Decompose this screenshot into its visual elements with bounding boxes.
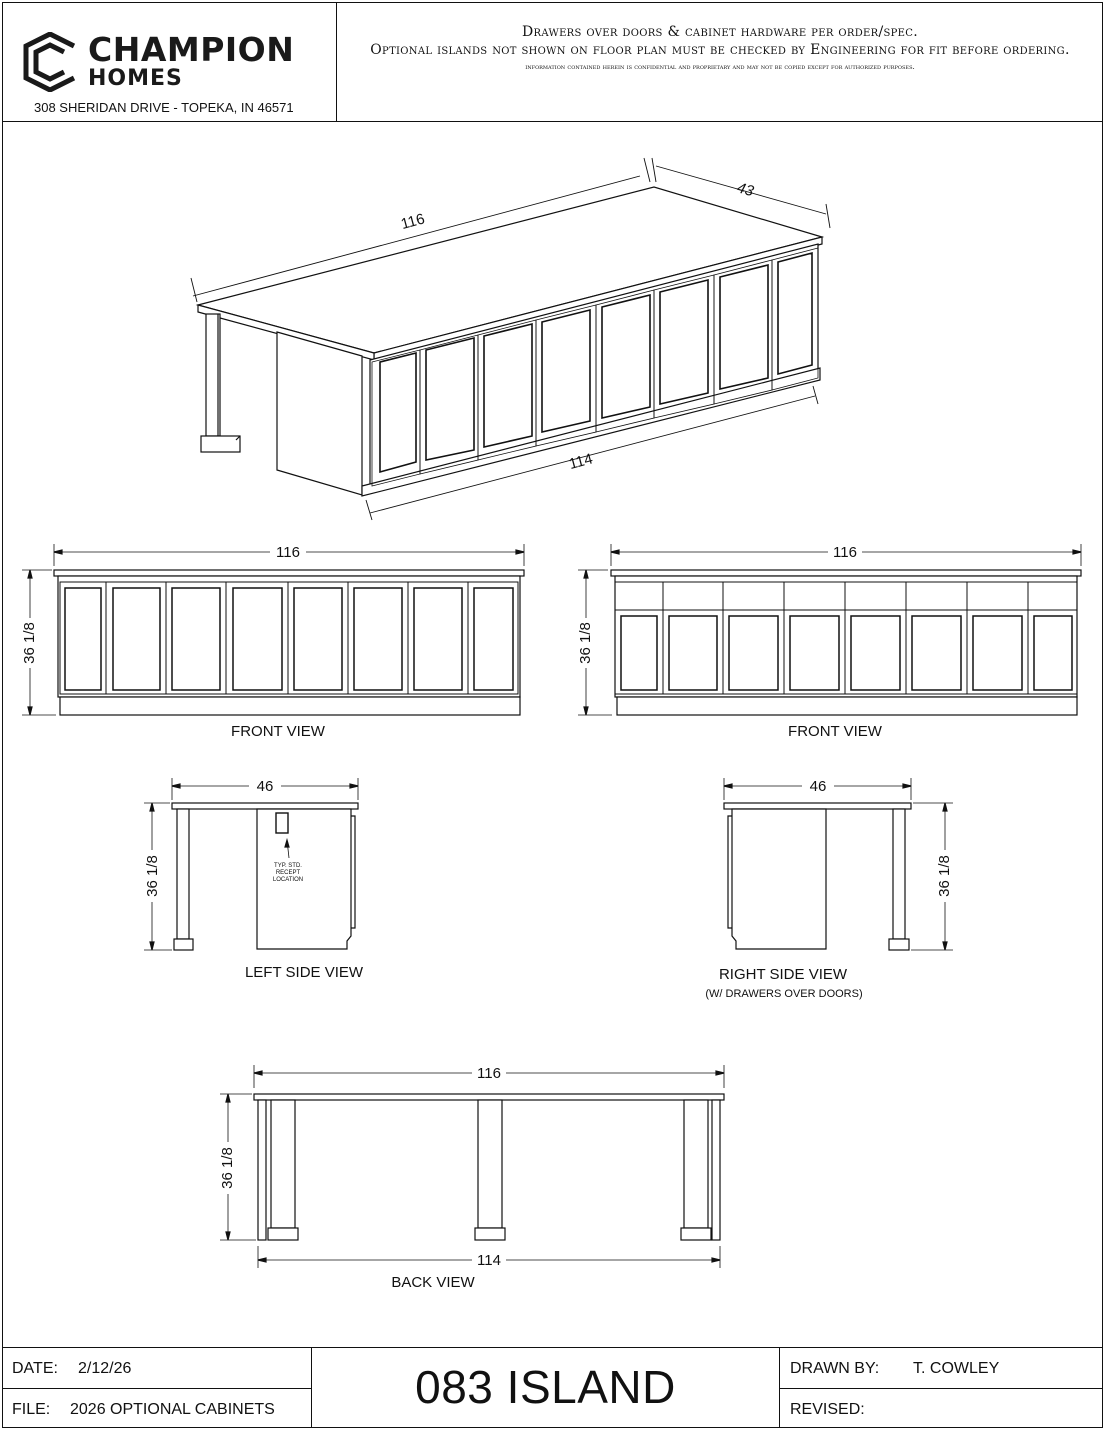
brand-subtitle: HOMES	[88, 66, 183, 91]
right-side-sublabel: (W/ DRAWERS OVER DOORS)	[705, 988, 863, 1000]
revised-label: REVISED:	[790, 1401, 865, 1418]
front-left-dim-width: 116	[276, 544, 300, 561]
right-side-view	[724, 778, 953, 950]
right-side-dim-height: 36 1/8	[936, 855, 953, 897]
receptacle-note-line1: TYP. STD.	[274, 863, 302, 869]
file-label: FILE:	[12, 1401, 51, 1418]
title-block-drawn-by	[780, 1347, 1103, 1389]
right-side-dim-width: 46	[809, 778, 827, 795]
receptacle-note-line2: RECEPT	[275, 870, 301, 876]
front-view-left	[22, 544, 524, 715]
title-block-file	[2, 1389, 312, 1428]
left-side-dim-height: 36 1/8	[144, 855, 161, 897]
note-engineering: Optional islands not shown on floor plan must be checked by Engineering for fit before ordering.	[370, 42, 1070, 58]
note-confidential: information contained herein is confidential and proprietary and may not be copied except for authorized purposes.	[525, 63, 915, 71]
title-block-revised	[780, 1389, 1103, 1428]
drawn-by-label: DRAWN BY:	[790, 1360, 880, 1377]
back-view-label: BACK VIEW	[391, 1274, 475, 1291]
front-right-dim-height: 36 1/8	[577, 622, 594, 664]
front-right-dim-width: 116	[833, 544, 857, 561]
title-block-title	[312, 1347, 780, 1428]
receptacle-note-line3: LOCATION	[272, 877, 304, 883]
left-side-view	[144, 778, 358, 950]
note-drawers: Drawers over doors & cabinet hardware per order/spec.	[522, 24, 918, 40]
isometric-view	[191, 158, 830, 520]
left-side-label: LEFT SIDE VIEW	[244, 964, 364, 981]
right-side-label: RIGHT SIDE VIEW	[718, 966, 848, 983]
back-dim-width: 116	[477, 1065, 501, 1082]
title-block-date	[2, 1347, 312, 1389]
file-value: 2026 OPTIONAL CABINETS	[70, 1401, 275, 1418]
front-left-dim-height: 36 1/8	[21, 622, 38, 664]
front-right-label: FRONT VIEW	[788, 723, 882, 740]
front-left-label: FRONT VIEW	[231, 723, 325, 740]
iso-dim-depth: 43	[734, 179, 756, 201]
back-dim-height: 36 1/8	[219, 1147, 236, 1189]
left-side-dim-width: 46	[256, 778, 274, 795]
drawn-by-value: T. COWLEY	[913, 1360, 1000, 1377]
back-view	[220, 1065, 724, 1268]
date-label: DATE:	[12, 1360, 58, 1377]
back-dim-base: 114	[477, 1252, 501, 1269]
iso-dim-base: 114	[567, 450, 595, 473]
company-address: 308 SHERIDAN DRIVE - TOPEKA, IN 46571	[34, 100, 294, 115]
date-value: 2/12/26	[78, 1360, 132, 1377]
front-view-right	[578, 544, 1081, 715]
drawing-title: 083 ISLAND	[415, 1361, 676, 1413]
brand-name: CHAMPION	[88, 30, 295, 69]
iso-dim-length: 116	[399, 210, 427, 233]
